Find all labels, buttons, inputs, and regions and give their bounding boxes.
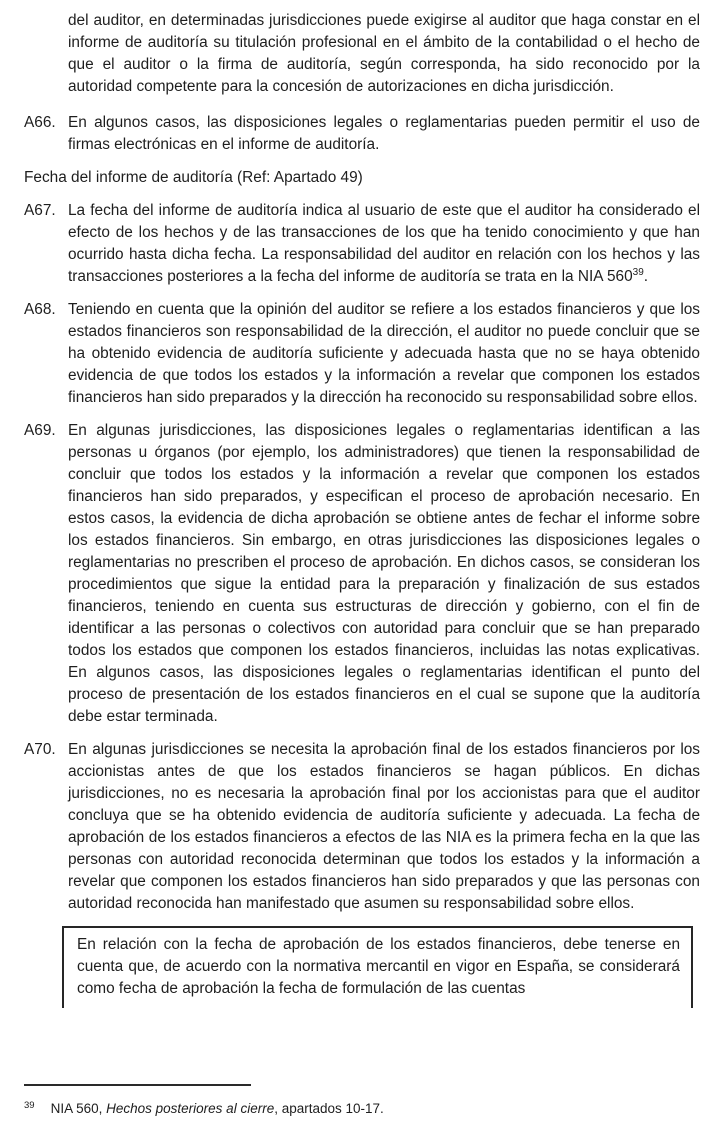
footnote-text-italic: Hechos posteriores al cierre <box>106 1101 275 1116</box>
paragraph-label-a69: A69. <box>24 422 56 439</box>
paragraph-continuation: del auditor, en determinadas jurisdicciones puede exigirse al auditor que haga constar en el informe de auditoría su titulación profesional en el ámbito de la contabilidad o el hecho de que el auditor o la firma de auditoría, según corresponda, ha sido reconocido por la autoridad competente para la concesión de autorizaciones en dicha jurisdicción. <box>68 12 700 95</box>
footnote-39 <box>24 1097 684 1117</box>
paragraph-a67-text: La fecha del informe de auditoría indica al usuario de este que el auditor ha considerado el efecto de los hechos y de las transacciones de los que ha tenido conocimiento y que han ocurrido hasta dicha fecha. La responsabilidad del auditor en relación con los hechos y las transacciones posteriores a la fecha del informe de auditoría se trata en la NIA 560 <box>68 202 700 285</box>
paragraph-text-a68: Teniendo en cuenta que la opinión del auditor se refiere a los estados financieros y que los estados financieros son responsabilidad de la dirección, el auditor no puede concluir que se ha obtenido evidencia de auditoría suficiente y adecuada hasta que no se haya obtenido evidencia de que todos los estados y la información a revelar que componen los estados financieros han sido preparados y la dirección ha reconocido su responsabilidad sobre ellos. <box>68 301 700 406</box>
section-heading-fecha-informe: Fecha del informe de auditoría (Ref: Apartado 49) <box>24 169 363 186</box>
paragraph-a67-period: . <box>643 268 649 285</box>
paragraph-a70 <box>24 739 700 915</box>
paragraph-a69 <box>24 420 700 728</box>
paragraph-a66 <box>24 112 700 156</box>
footnote-reference-39: 39 <box>632 267 644 278</box>
paragraph-a67 <box>24 200 700 288</box>
paragraph-text-a66: En algunos casos, las disposiciones legales o reglamentarias pueden permitir el uso de firmas electrónicas en el informe de auditoría. <box>68 114 700 153</box>
footnote-text-tail: , apartados 10-17. <box>274 1101 384 1116</box>
boxed-note-spain-adaptation: En relación con la fecha de aprobación de los estados financieros, debe tenerse en cuenta que, de acuerdo con la normativa mercantil en vigor en España, se considerará como fecha de aprobación la fecha de formulación de las cuentas <box>62 926 693 1008</box>
paragraph-text-a67 <box>68 200 700 288</box>
paragraph-label-a70: A70. <box>24 741 56 758</box>
footnote-number: 39 <box>24 1100 35 1111</box>
paragraph-label-a68: A68. <box>24 301 56 318</box>
paragraph-a68 <box>24 299 700 409</box>
paragraph-label-a67: A67. <box>24 202 56 219</box>
paragraph-text-a69: En algunas jurisdicciones, las disposiciones legales o reglamentarias identifican a las personas u órganos (por ejemplo, los administradores) que tienen la responsabilidad de concluir que todos los estados y la información a revelar que componen los estados financieros han sido preparados, y especifican el proceso de aprobación necesario. En estos casos, la evidencia de dicha aprobación se obtiene antes de fechar el informe sobre los estados financieros. Sin embargo, en otras jurisdicciones las disposiciones legales o reglamentarias no prescriben el proceso de aprobación. En dichos casos, se consideran los procedimientos que sigue la entidad para la preparación y finalización de sus estados financieros, teniendo en cuenta sus estructuras de dirección y gobierno, con el fin de identificar a las personas o colectivos con autoridad para concluir que se han preparado todos los estados que componen los estados financieros, incluidas las notas explicativas. En algunos casos, las disposiciones legales o reglamentarias identifican el punto del proceso de presentación de los estados financieros en el cual se supone que la auditoría debe estar terminada. <box>68 422 700 725</box>
footnote-area <box>24 1084 684 1117</box>
footnote-text-plain: NIA 560, <box>50 1101 107 1116</box>
paragraph-text-a70: En algunas jurisdicciones se necesita la aprobación final de los estados financieros por los accionistas antes de que los estados financieros se hagan públicos. En dichas jurisdicciones, no es necesaria la aprobación final por los accionistas para que el auditor concluya que se ha obtenido evidencia de auditoría suficiente y adecuada. La fecha de aprobación de los estados financieros a efectos de las NIA es la primera fecha en la que las personas con autoridad reconocida determinan que todos los estados y la información a revelar que componen los estados financieros han sido preparados y que las personas con autoridad reconocida han manifestado que asumen su responsabilidad sobre ellos. <box>68 741 700 912</box>
paragraph-label-a66: A66. <box>24 114 56 131</box>
footnote-separator-rule <box>24 1084 251 1086</box>
